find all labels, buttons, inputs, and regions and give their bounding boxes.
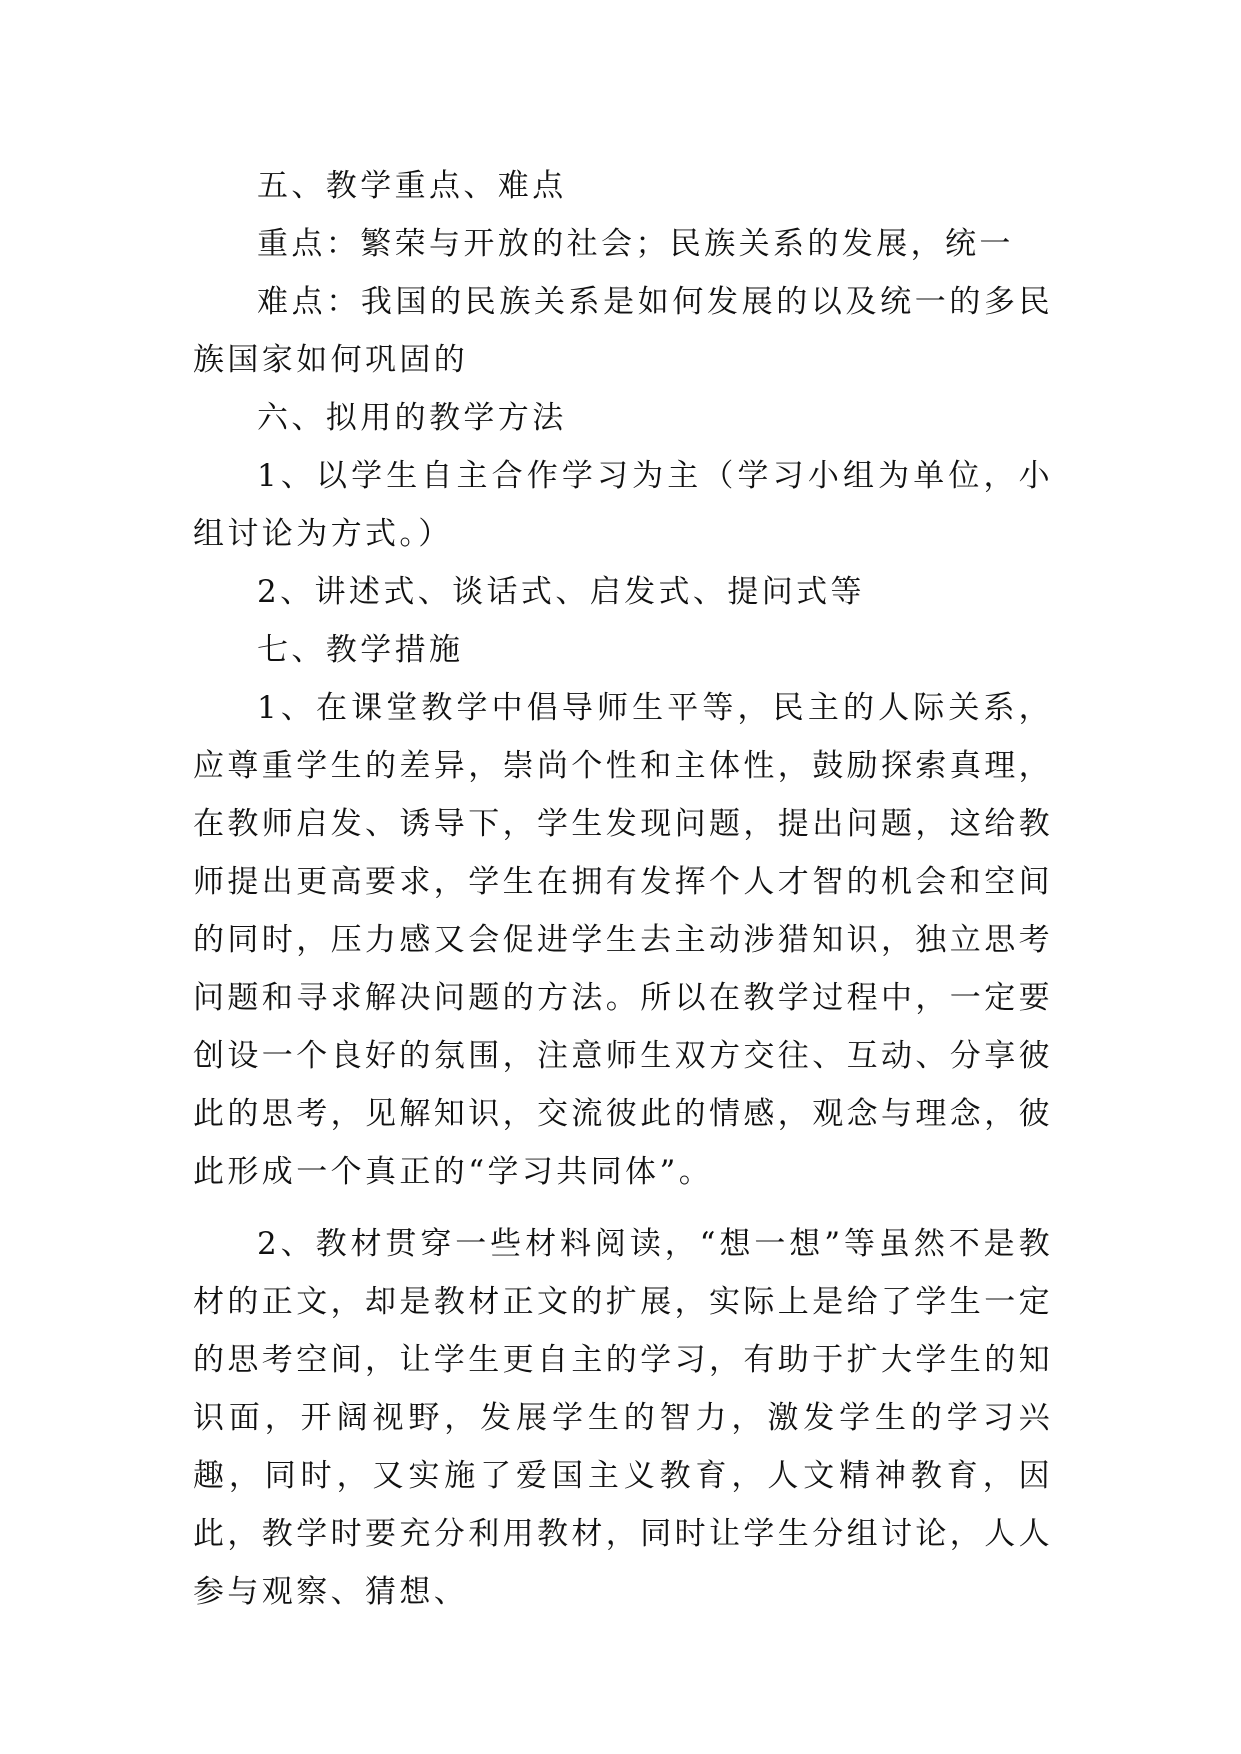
heading-teaching-methods: 六、拟用的教学方法 [257, 400, 567, 436]
method-item-1: 1、以学生自主合作学习为主（学习小组为单位，小组讨论为方式。） [193, 458, 1053, 552]
document-body [193, 157, 1053, 1621]
heading-teaching-measures: 七、教学措施 [257, 632, 464, 668]
method-item-2: 2、讲述式、谈话式、启发式、提问式等 [257, 574, 865, 610]
key-points-paragraph: 重点：繁荣与开放的社会；民族关系的发展，统一 [257, 226, 1014, 262]
measure-item-2: 2、教材贯穿一些材料阅读，“想一想”等虽然不是教材的正文，却是教材正文的扩展，实际上是给了学生一定的思考空间，让学生更自主的学习，有助于扩大学生的知识面，开阔视野，发展学生的智力，激发学生的学习兴趣，同时，又实施了爱国主义教育，人文精神教育，因此，教学时要充分利用教材，同时让学生分组讨论，人人参与观察、猜想、 [193, 1226, 1053, 1610]
measure-item-1: 1、在课堂教学中倡导师生平等，民主的人际关系，应尊重学生的差异，崇尚个性和主体性，鼓励探索真理，在教师启发、诱导下，学生发现问题，提出问题，这给教师提出更高要求，学生在拥有发挥个人才智的机会和空间的同时，压力感又会促进学生去主动涉猎知识，独立思考问题和寻求解决问题的方法。所以在教学过程中，一定要创设一个良好的氛围，注意师生双方交往、互动、分享彼此的思考，见解知识，交流彼此的情感，观念与理念，彼此形成一个真正的“学习共同体”。 [193, 690, 1053, 1190]
heading-key-points: 五、教学重点、难点 [257, 168, 567, 204]
difficult-points-paragraph: 难点：我国的民族关系是如何发展的以及统一的多民族国家如何巩固的 [193, 284, 1053, 378]
